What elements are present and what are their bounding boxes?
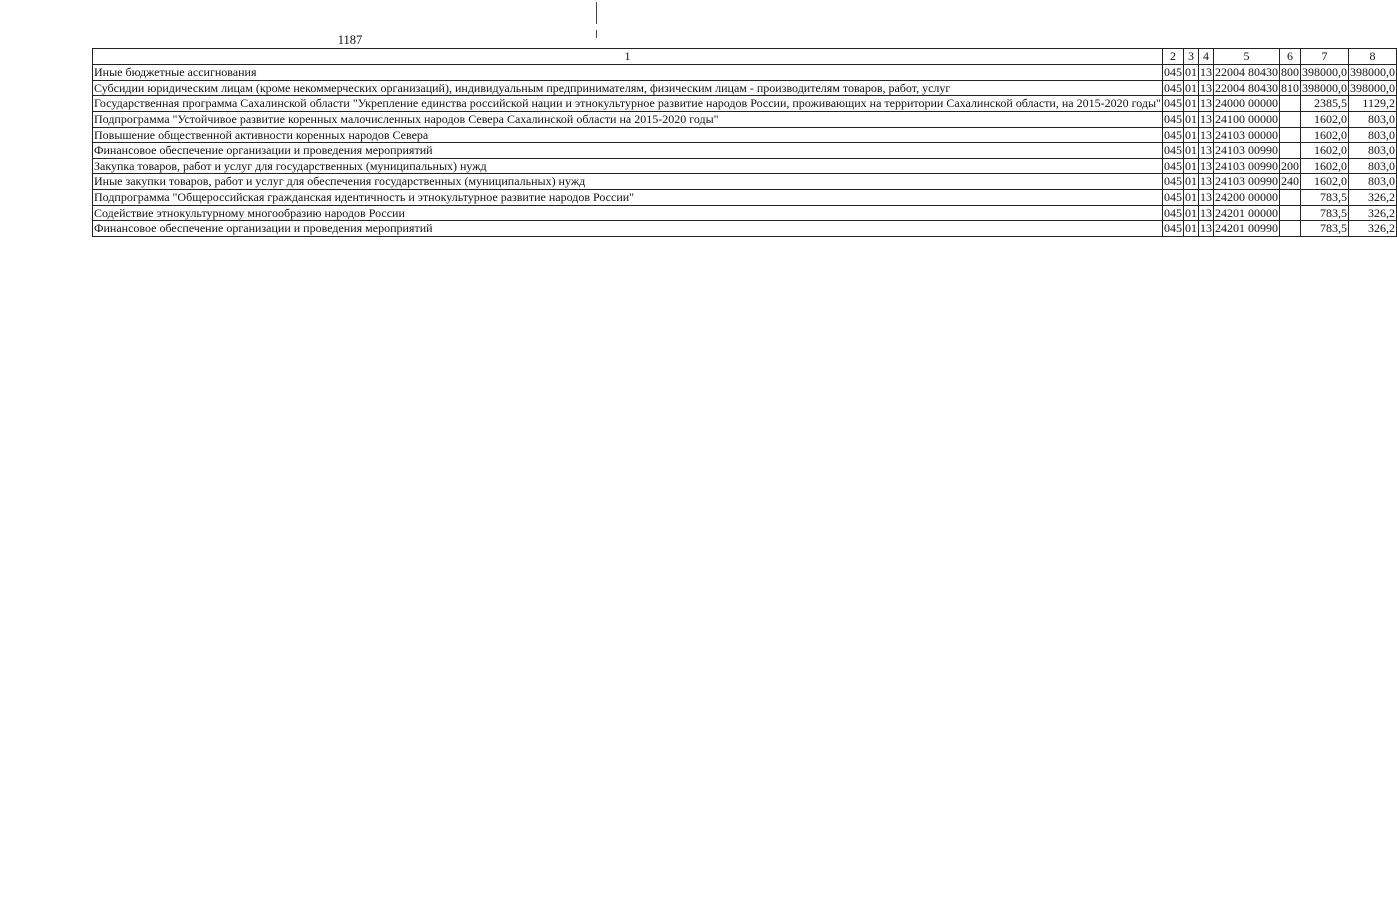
table-row [93, 65, 1397, 81]
sum-col7: 783,5 [1300, 221, 1348, 237]
row-name: Подпрограмма "Общероссийская гражданская идентичность и этнокультурное развитие народов России" [93, 190, 1163, 206]
row-name: Повышение общественной активности коренных народов Севера [93, 127, 1163, 143]
table-row [93, 190, 1397, 206]
target-code: 24000 00000 [1214, 96, 1278, 111]
table-row [93, 221, 1397, 237]
column-header: 4 [1198, 49, 1213, 65]
admin-code: 045 [1163, 205, 1182, 220]
row-name: Иные закупки товаров, работ и услуг для обеспечения государственных (муниципальных) нужд [93, 174, 1163, 190]
sum-col8: 398000,0 [1349, 65, 1395, 79]
section-code: 01 [1184, 65, 1197, 79]
sum-col8: 326,2 [1348, 190, 1396, 206]
subsection-code: 13 [1199, 127, 1212, 142]
sum-col8: 326,2 [1348, 205, 1396, 221]
table-row [93, 80, 1397, 96]
admin-code: 045 [1163, 96, 1182, 111]
section-code: 01 [1184, 143, 1197, 158]
row-name: Финансовое обеспечение организации и проведения мероприятий [93, 221, 1163, 237]
target-code: 24201 00000 [1214, 205, 1278, 220]
sum-col8: 398000,0 [1349, 80, 1395, 95]
admin-code: 045 [1163, 158, 1182, 173]
section-code: 01 [1184, 80, 1197, 95]
column-header: 1 [93, 49, 1163, 65]
section-code: 01 [1184, 158, 1197, 173]
subsection-code: 13 [1199, 111, 1212, 126]
expense-type: 200 [1280, 158, 1299, 173]
row-name: Закупка товаров, работ и услуг для государственных (муниципальных) нужд [93, 158, 1163, 174]
section-code: 01 [1184, 96, 1197, 111]
section-code: 01 [1184, 190, 1197, 204]
row-name: Финансовое обеспечение организации и проведения мероприятий [93, 143, 1163, 159]
section-code: 01 [1184, 111, 1197, 126]
target-code: 24201 00990 [1214, 221, 1278, 236]
target-code: 22004 80430 [1214, 80, 1278, 95]
target-code: 24103 00990 [1214, 174, 1278, 189]
admin-code: 045 [1163, 190, 1182, 204]
expense-type: 810 [1280, 80, 1299, 95]
column-header: 8 [1348, 49, 1396, 65]
sum-col8: 326,2 [1348, 221, 1396, 237]
table-row [93, 174, 1397, 190]
subsection-code: 13 [1199, 96, 1212, 111]
table-row [93, 111, 1397, 127]
row-name: Субсидии юридическим лицам (кроме некоммерческих организаций), индивидуальным предпринимателям, физическим лицам - производителям товаров, работ, услуг [93, 80, 1163, 96]
admin-code: 045 [1163, 111, 1182, 126]
column-header: 3 [1183, 49, 1198, 65]
expense-type [1279, 127, 1300, 143]
subsection-code: 13 [1199, 158, 1212, 173]
expense-type [1279, 205, 1300, 221]
row-name: Содействие этнокультурному многообразию народов России [93, 205, 1163, 221]
section-code: 01 [1184, 127, 1197, 142]
sum-col7: 1602,0 [1300, 143, 1348, 159]
expense-type [1279, 190, 1300, 206]
expense-type [1279, 143, 1300, 159]
scan-edge-mark [596, 2, 597, 24]
section-code: 01 [1184, 174, 1197, 189]
table-row [93, 158, 1397, 174]
target-code: 24103 00990 [1214, 143, 1278, 158]
table-row [93, 127, 1397, 143]
subsection-code: 13 [1199, 65, 1212, 79]
table-row [93, 205, 1397, 221]
row-name: Подпрограмма "Устойчивое развитие коренных малочисленных народов Севера Сахалинской области на 2015-2020 годы" [93, 111, 1163, 127]
sum-col7: 398000,0 [1301, 65, 1347, 79]
subsection-code: 13 [1199, 80, 1212, 95]
subsection-code: 13 [1199, 205, 1212, 220]
section-code: 01 [1184, 221, 1197, 236]
sum-col7: 2385,5 [1300, 96, 1348, 112]
header-row [93, 49, 1397, 65]
subsection-code: 13 [1199, 143, 1212, 158]
target-code: 24103 00990 [1214, 158, 1278, 173]
expense-type [1279, 221, 1300, 237]
sum-col7: 783,5 [1300, 190, 1348, 206]
row-name: Иные бюджетные ассигнования [93, 65, 1163, 81]
admin-code: 045 [1163, 143, 1182, 158]
section-code: 01 [1184, 205, 1197, 220]
sum-col8: 1129,2 [1348, 96, 1396, 112]
expense-type: 800 [1280, 65, 1299, 79]
sum-col8: 803,0 [1348, 143, 1396, 159]
sum-col7: 1602,0 [1300, 158, 1348, 174]
table-row [93, 143, 1397, 159]
sum-col8: 803,0 [1348, 127, 1396, 143]
subsection-code: 13 [1199, 221, 1212, 236]
scan-edge-mark [596, 30, 597, 38]
expense-type [1279, 111, 1300, 127]
subsection-code: 13 [1199, 174, 1212, 189]
column-header: 7 [1300, 49, 1348, 65]
target-code: 24103 00000 [1214, 127, 1278, 142]
admin-code: 045 [1163, 127, 1182, 142]
admin-code: 045 [1163, 65, 1182, 79]
target-code: 24100 00000 [1214, 111, 1278, 126]
expense-type: 240 [1280, 174, 1299, 189]
column-header: 5 [1213, 49, 1279, 65]
admin-code: 045 [1163, 221, 1182, 236]
sum-col7: 1602,0 [1300, 111, 1348, 127]
expense-type [1279, 96, 1300, 112]
sum-col7: 1602,0 [1300, 174, 1348, 190]
target-code: 24200 00000 [1214, 190, 1278, 204]
sum-col8: 803,0 [1348, 174, 1396, 190]
sum-col8: 803,0 [1348, 111, 1396, 127]
sum-col7: 783,5 [1300, 205, 1348, 221]
column-header: 2 [1162, 49, 1183, 65]
sum-col7: 1602,0 [1300, 127, 1348, 143]
admin-code: 045 [1163, 174, 1182, 189]
subsection-code: 13 [1199, 190, 1212, 204]
page-number: 1187 [337, 33, 363, 47]
admin-code: 045 [1163, 80, 1182, 95]
budget-table [92, 48, 1397, 237]
sum-col7: 398000,0 [1301, 80, 1347, 95]
row-name: Государственная программа Сахалинской области "Укрепление единства российской нации и этнокультурное развитие народов России, проживающих на территории Сахалинской области, на 2015-2020 годы" [94, 96, 1161, 111]
target-code: 22004 80430 [1214, 65, 1278, 79]
sum-col8: 803,0 [1348, 158, 1396, 174]
column-header: 6 [1279, 49, 1300, 65]
table-row [93, 96, 1397, 112]
